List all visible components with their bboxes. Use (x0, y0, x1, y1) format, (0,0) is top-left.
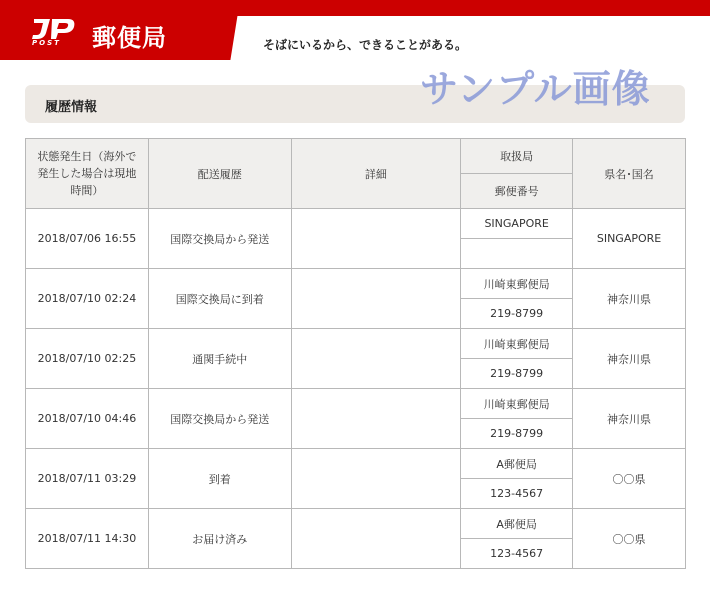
cell-history: 到着 (148, 449, 291, 509)
header-prefecture: 県名･国名 (573, 139, 686, 209)
cell-prefecture: 神奈川県 (573, 329, 686, 389)
cell-history: 国際交換局から発送 (148, 389, 291, 449)
cell-postal-code: 123-4567 (461, 479, 573, 509)
section-title: 履歴情報 (45, 100, 98, 115)
cell-detail (291, 209, 461, 269)
cell-office: 川崎東郵便局 (461, 269, 573, 299)
cell-date: 2018/07/06 16:55 (26, 209, 149, 269)
cell-history: 国際交換局に到着 (148, 269, 291, 329)
table-row (26, 389, 686, 419)
cell-prefecture: SINGAPORE (573, 209, 686, 269)
cell-history: 国際交換局から発送 (148, 209, 291, 269)
jp-logo-icon (30, 17, 82, 41)
cell-detail (291, 509, 461, 569)
cell-date: 2018/07/10 02:25 (26, 329, 149, 389)
brand-name[interactable]: 郵便局 (92, 24, 167, 52)
table-row (26, 269, 686, 299)
cell-office: 川崎東郵便局 (461, 389, 573, 419)
header-detail: 詳細 (291, 139, 461, 209)
cell-postal-code (461, 239, 573, 269)
cell-detail (291, 449, 461, 509)
cell-prefecture: 神奈川県 (573, 269, 686, 329)
header-office: 取扱局 (461, 139, 573, 174)
sample-watermark: サンプル画像 (420, 67, 651, 111)
cell-office: SINGAPORE (461, 209, 573, 239)
header-postal-code: 郵便番号 (461, 174, 573, 209)
tagline: そばにいるから、できることがある。 (263, 38, 468, 52)
cell-date: 2018/07/10 04:46 (26, 389, 149, 449)
table-row (26, 509, 686, 539)
cell-office: A郵便局 (461, 449, 573, 479)
cell-date: 2018/07/11 14:30 (26, 509, 149, 569)
cell-postal-code: 123-4567 (461, 539, 573, 569)
tracking-history-table (25, 138, 686, 569)
cell-prefecture: 神奈川県 (573, 389, 686, 449)
logo-post-text: POST (32, 39, 61, 47)
cell-office: 川崎東郵便局 (461, 329, 573, 359)
cell-postal-code: 219-8799 (461, 299, 573, 329)
cell-date: 2018/07/11 03:29 (26, 449, 149, 509)
table-row (26, 449, 686, 479)
cell-history: お届け済み (148, 509, 291, 569)
cell-detail (291, 329, 461, 389)
cell-detail (291, 269, 461, 329)
cell-prefecture: 〇〇県 (573, 509, 686, 569)
cell-history: 通関手続中 (148, 329, 291, 389)
cell-postal-code: 219-8799 (461, 359, 573, 389)
cell-prefecture: 〇〇県 (573, 449, 686, 509)
cell-office: A郵便局 (461, 509, 573, 539)
site-header (0, 0, 710, 60)
table-row (26, 209, 686, 239)
cell-postal-code: 219-8799 (461, 419, 573, 449)
cell-detail (291, 389, 461, 449)
table-row (26, 329, 686, 359)
cell-date: 2018/07/10 02:24 (26, 269, 149, 329)
jp-logo[interactable] (30, 17, 82, 49)
header-history: 配送履歴 (148, 139, 291, 209)
header-date: 状態発生日（海外で発生した場合は現地時間） (26, 139, 149, 209)
